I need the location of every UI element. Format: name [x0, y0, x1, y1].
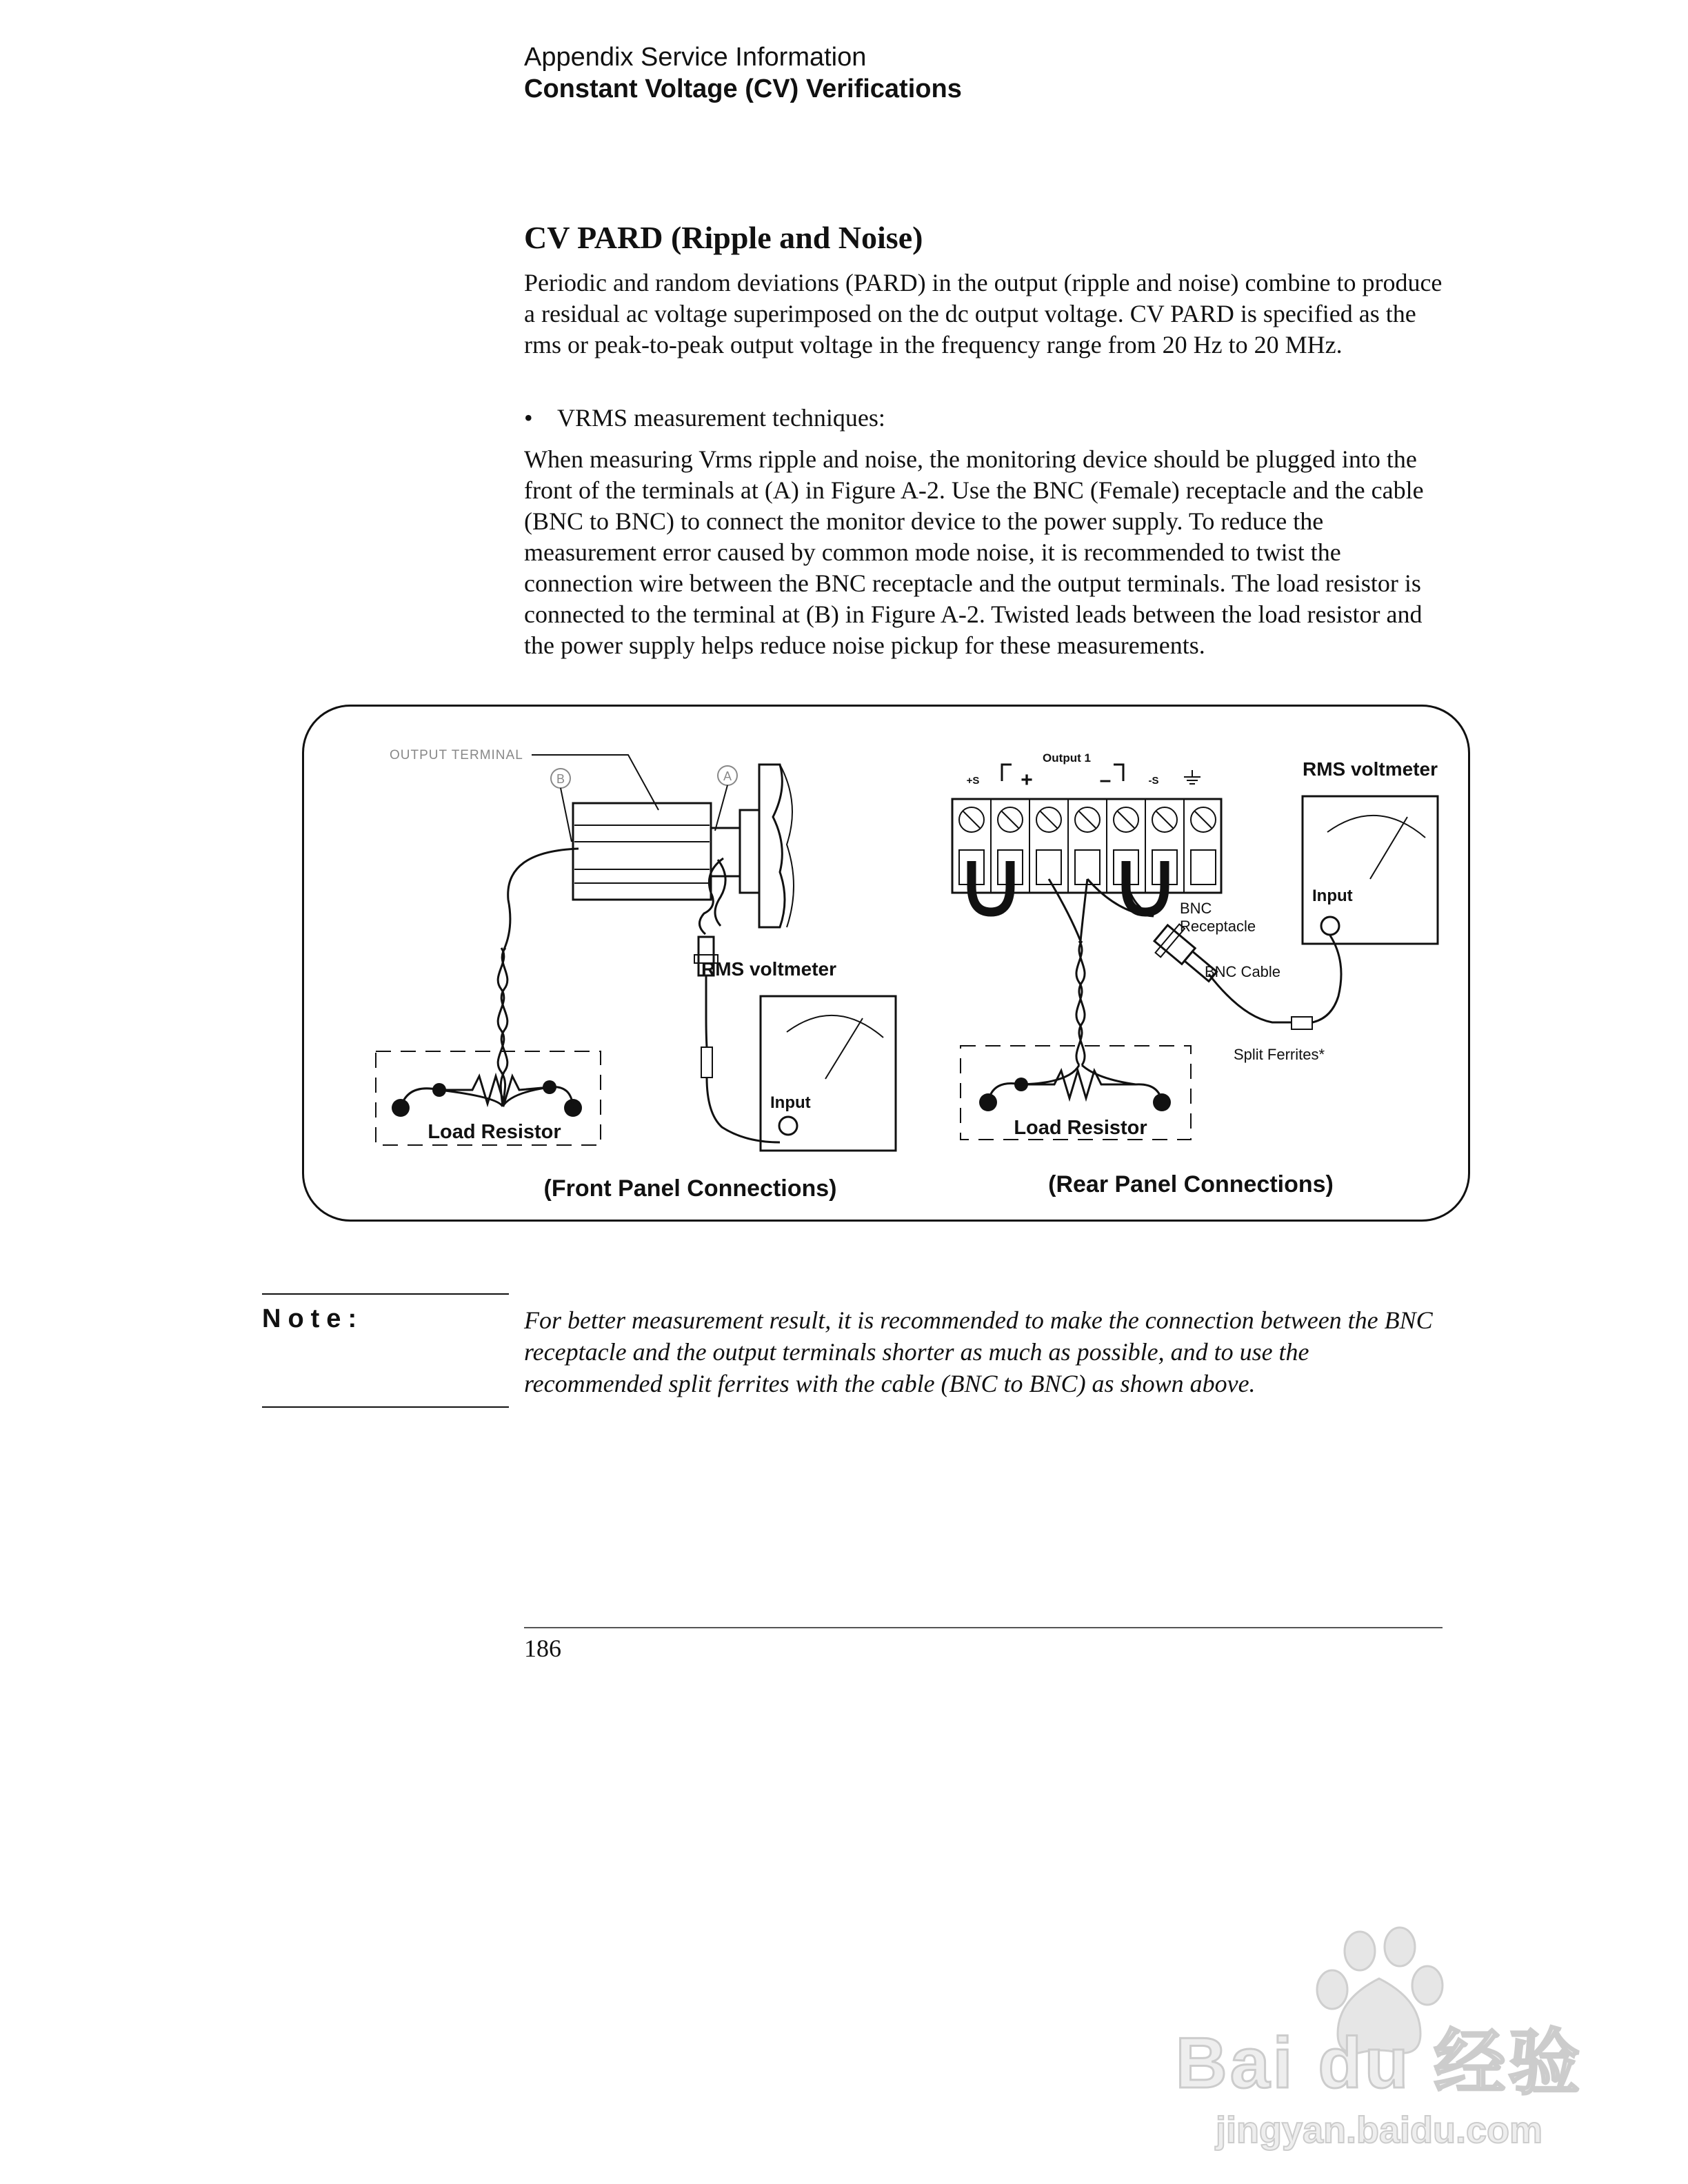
- watermark-url: jingyan.baidu.com: [1215, 2110, 1543, 2151]
- footer-rule: [524, 1627, 1443, 1628]
- running-head-section: Constant Voltage (CV) Verifications: [524, 74, 962, 103]
- ground-icon: [1184, 770, 1200, 784]
- running-head-chapter: Appendix Service Information: [524, 43, 867, 72]
- output-terminal-leader: [532, 755, 659, 810]
- bullet-item: [524, 403, 885, 434]
- rear-input-jack: [1321, 917, 1339, 935]
- bnc-cable-label: BNC Cable: [1205, 963, 1281, 980]
- marker-b-text: B: [556, 772, 565, 786]
- rear-input-label: Input: [1312, 887, 1353, 905]
- front-panel-edge: [759, 765, 785, 927]
- watermark-brand: Bai du 经验: [1175, 2023, 1583, 2103]
- rear-load-resistor-label: Load Resistor: [1014, 1117, 1147, 1139]
- note-rule-top: [262, 1293, 509, 1295]
- bnc-label-line1: BNC: [1180, 900, 1212, 917]
- rear-output-label: Output 1: [1043, 751, 1091, 765]
- rear-sense-plus-label: +S: [966, 775, 980, 787]
- terminal-body: [573, 803, 711, 900]
- front-input-jack: [779, 1117, 797, 1135]
- baidu-watermark: [1172, 1923, 1586, 2158]
- bullet-text: VRMS measurement techniques:: [557, 404, 885, 432]
- measurement-paragraph: When measuring Vrms ripple and noise, the monitoring device should be plugged into the front of the terminals at (A) in Figure A-2. Use the BNC (Female) receptacle and the cable (BNC to BNC) to connect the monitor device to the power supply. To reduce the measurement error caused by common mode noise, it is recommended to twist the connection wire between the BNC receptacle and the output terminals. The load resistor is connected to the terminal at (B) in Figure A-2. Twisted leads between the load resistor and the power supply helps reduce noise pickup for these measurements.: [524, 445, 1424, 659]
- section-title: CV PARD (Ripple and Noise): [524, 220, 923, 255]
- front-voltmeter-title: RMS voltmeter: [701, 958, 837, 980]
- note-rule-bottom: [262, 1406, 509, 1408]
- split-ferrites-label: Split Ferrites*: [1234, 1046, 1325, 1063]
- bnc-label-line2: Receptacle: [1180, 918, 1256, 935]
- output-terminal-label: OUTPUT TERMINAL: [390, 748, 523, 762]
- rear-sense-minus-label: -S: [1148, 775, 1159, 787]
- intro-paragraph: Periodic and random deviations (PARD) in the output (ripple and noise) combine to produce a residual ac voltage superimposed on the dc output voltage. CV PARD is specified as the rms or peak-to-peak output voltage in the frequency range from 20 Hz to 20 MHz.: [524, 269, 1443, 358]
- split-ferrite: [1292, 1017, 1312, 1029]
- connection-figure: [302, 705, 1470, 1222]
- baidu-paw-logo: [1172, 1923, 1586, 2158]
- rear-minus-label: –: [1099, 769, 1112, 791]
- rear-terminal-strip: [952, 799, 1221, 893]
- running-head: [524, 41, 962, 105]
- note-label: Note:: [262, 1304, 364, 1333]
- front-panel-diagram: [376, 748, 896, 1202]
- connection-diagram: [304, 707, 1470, 1222]
- rear-resistor-symbol: [988, 1071, 1162, 1102]
- front-load-resistor-label: Load Resistor: [428, 1121, 561, 1143]
- rear-panel-diagram: [952, 751, 1438, 1197]
- rear-caption: (Rear Panel Connections): [1048, 1171, 1334, 1197]
- page-number: 186: [524, 1635, 561, 1662]
- front-caption: (Front Panel Connections): [543, 1175, 837, 1202]
- rear-voltmeter-title: RMS voltmeter: [1302, 758, 1438, 780]
- bullet-symbol: •: [524, 404, 533, 432]
- front-input-label: Input: [770, 1093, 811, 1112]
- note-text: For better measurement result, it is recommended to make the connection between the BNC receptacle and the output terminals shorter as much as possible, and to use the recommended split ferrites with the cable (BNC to BNC) as shown above.: [524, 1306, 1433, 1397]
- rear-plus-label: +: [1021, 769, 1033, 791]
- marker-a-text: A: [723, 769, 732, 783]
